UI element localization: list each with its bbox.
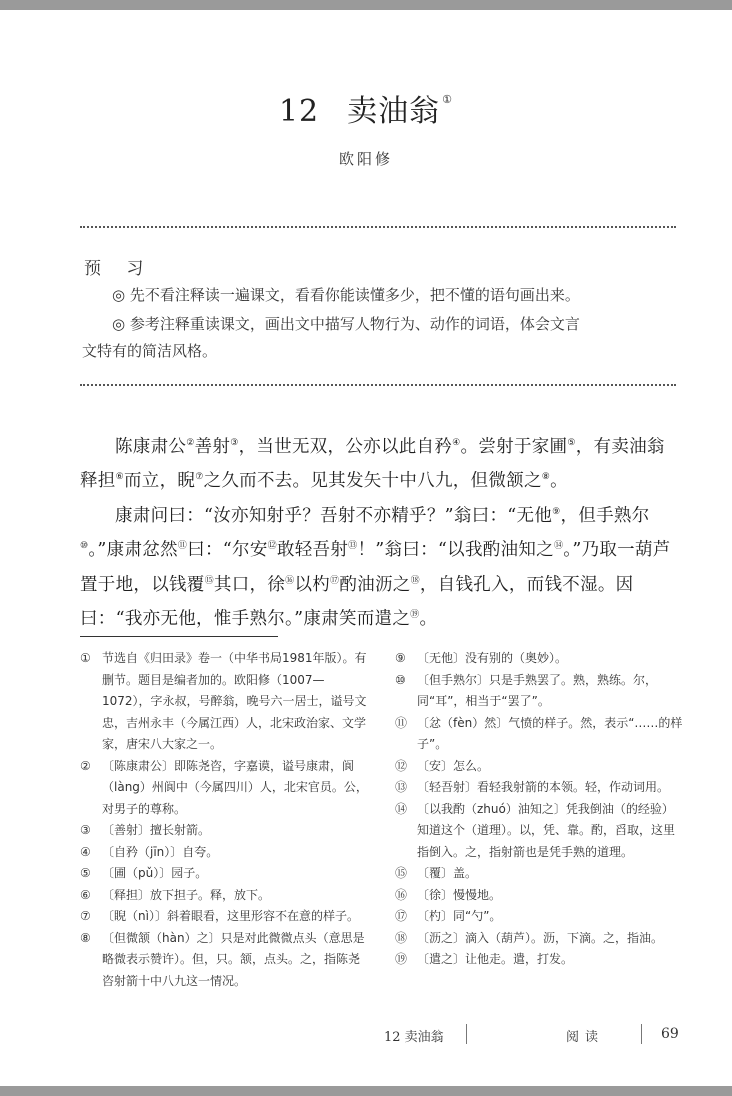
footnote xyxy=(395,906,685,928)
footnote-number: ⑬ xyxy=(395,780,408,794)
text-segment: 康肃问曰：“汝亦知射乎？吾射不亦精乎？”翁曰：“无他 xyxy=(115,505,553,526)
preview-heading: 预 习 xyxy=(84,259,154,279)
footnote-text: 〔以我酌（zhuó）油知之〕凭我倒油（的经验）知道这个（道理）。以，凭、靠。酌，舀取，这里指倒入。之，指射箭也是凭手熟的道理。 xyxy=(417,801,676,859)
footnote-number: ⑰ xyxy=(395,909,408,923)
preview-item-text: 文特有的简洁风格。 xyxy=(82,342,218,360)
footnote-text: 〔但手熟尔〕只是手熟罢了。熟，熟练。尔，同“耳”，相当于“罢了”。 xyxy=(417,672,658,708)
footnote-text: 〔圃（pǔ）〕园子。 xyxy=(102,866,208,880)
text-segment: 。 xyxy=(550,471,568,492)
text-segment: 。尝射于家圃 xyxy=(460,436,568,457)
footnote xyxy=(80,885,370,907)
footnote-text: 〔覆〕盖。 xyxy=(417,866,478,880)
footnote-number: ④ xyxy=(80,844,91,859)
footnote-text: 〔陈康肃公〕即陈尧咨，字嘉谟，谥号康肃，阆（làng）州阆中（今属四川）人，北宋官员。公，对男子的尊称。 xyxy=(102,758,368,816)
preview-item-text: ◎ 先不看注释读一遍课文，看看你能读懂多少，把不懂的语句画出来。 xyxy=(112,286,580,304)
text-segment: ，有卖油翁释担 xyxy=(80,436,665,492)
footnote xyxy=(395,756,685,778)
text-segment: 。”康肃忿然 xyxy=(88,540,178,561)
footnote-ref: ⑮ xyxy=(204,575,214,586)
footnote-ref: ⑯ xyxy=(285,575,295,586)
footnote-text: 〔遣之〕让他走。遣，打发。 xyxy=(417,952,574,966)
footnote-text: 〔释担〕放下担子。释，放下。 xyxy=(102,887,271,902)
preview-item-cont xyxy=(82,338,682,365)
footnote xyxy=(80,756,370,821)
paragraph-1 xyxy=(80,428,676,497)
footnote-number: ⑧ xyxy=(80,930,91,945)
footnotes-left xyxy=(80,648,370,992)
footnote-text: 〔沥之〕滴入（葫芦）。沥，下滴。之，指油。 xyxy=(417,930,664,945)
footer-divider xyxy=(641,1024,642,1044)
lesson-title: 卖油翁 xyxy=(347,94,441,129)
preview-item xyxy=(82,282,682,309)
text-segment: 敢轻吾射 xyxy=(276,540,349,561)
footnote-text: 〔善射〕擅长射箭。 xyxy=(102,823,211,837)
footnote-text: 〔徐〕慢慢地。 xyxy=(417,887,502,902)
footnote-text: 节选自《归田录》卷一（中华书局1981年版）。有删节。题目是编者加的。欧阳修（1007—1072），字永叔，号醉翁，晚号六一居士，谥号文忠，吉州永丰（今属江西）人，北宋政治家、文学家，唐宋八大家之一。 xyxy=(102,651,367,751)
footnote-number: ⑪ xyxy=(395,715,408,730)
footnote-number: ⑦ xyxy=(80,909,91,923)
footnote-ref: ② xyxy=(186,438,195,448)
paragraph-2 xyxy=(80,497,676,635)
footnote xyxy=(395,928,685,950)
author: 欧阳修 xyxy=(338,150,393,168)
page-title xyxy=(0,86,732,130)
preview-item-text: ◎ 参考注释重读课文，画出文中描写人物行为、动作的词语，体会文言 xyxy=(112,315,580,333)
footnote xyxy=(80,863,370,885)
top-border xyxy=(0,0,732,10)
text-segment: ，当世无双，公亦以此自矜 xyxy=(238,436,453,457)
bottom-border xyxy=(0,1086,732,1096)
footnote-text: 〔自矜（jīn）〕自夸。 xyxy=(102,844,219,859)
footnote-number: ⑱ xyxy=(395,930,408,945)
footnote xyxy=(80,928,370,993)
footnote-number: ⑤ xyxy=(80,866,91,880)
text-segment: 陈康肃公 xyxy=(115,436,187,457)
footnote xyxy=(395,648,685,670)
text-segment: 。”乃取一葫芦置于地，以钱覆 xyxy=(80,540,671,595)
text-segment: 以杓 xyxy=(294,574,331,595)
footnote-ref: ⑤ xyxy=(567,438,576,448)
footnote xyxy=(395,949,685,971)
main-text xyxy=(80,428,676,635)
footnote xyxy=(395,777,685,799)
text-segment: 善射 xyxy=(194,436,231,457)
footnote xyxy=(80,648,370,756)
preview-item xyxy=(82,311,682,338)
footnote xyxy=(80,906,370,928)
text-segment: 曰：“尔安 xyxy=(187,540,268,561)
footnote-number: ② xyxy=(80,758,91,773)
text-segment: ！”翁曰：“以我酌油知之 xyxy=(357,540,554,561)
lesson-number: 12 xyxy=(278,94,320,129)
footnote-number: ⑮ xyxy=(395,866,408,880)
text-segment: 酌油沥之 xyxy=(339,574,411,595)
footnote-number: ③ xyxy=(80,823,91,837)
text-segment: ，自钱孔入，而钱不湿。因曰：“我亦无他，惟手熟尔。”康肃笑而遣之 xyxy=(80,574,634,629)
footnote-ref: ⑭ xyxy=(553,541,564,552)
footnote-ref: ⑧ xyxy=(541,472,551,483)
footnote-text: 〔轻吾射〕看轻我射箭的本领。轻，作动词用。 xyxy=(417,780,670,794)
footnote-ref: ⑰ xyxy=(330,575,340,586)
footnote xyxy=(395,863,685,885)
footnote-number: ⑥ xyxy=(80,887,91,902)
footnote-ref: ⑩ xyxy=(80,541,89,552)
footnote-ref: ⑥ xyxy=(115,472,124,483)
text-segment: 其口，徐 xyxy=(213,574,286,595)
footnote xyxy=(395,799,685,864)
footnote-number: ⑩ xyxy=(395,672,406,687)
footnote xyxy=(80,820,370,842)
footer-lesson: 12 卖油翁 xyxy=(384,1030,444,1045)
footnote-number: ⑲ xyxy=(395,952,408,966)
footnote xyxy=(80,842,370,864)
footnote-ref: ③ xyxy=(230,438,239,448)
footnote-text: 〔安〕怎么。 xyxy=(417,758,490,773)
footnote-ref: ⑱ xyxy=(410,575,420,586)
footnote xyxy=(395,713,685,756)
footnote-ref: ⑬ xyxy=(348,541,358,552)
footer-section: 阅读 xyxy=(566,1030,605,1045)
footnote-ref: ⑨ xyxy=(552,506,561,517)
footnotes-right xyxy=(395,648,685,971)
title-footnote-mark: ① xyxy=(442,93,454,106)
footnote-text: 〔忿（fèn）然〕气愤的样子。然，表示“……的样子”。 xyxy=(417,715,683,751)
divider-top xyxy=(80,226,676,228)
footnote-ref: ⑦ xyxy=(195,472,204,483)
footnote-text: 〔睨（nì）〕斜着眼看，这里形容不在意的样子。 xyxy=(102,909,359,923)
text-segment: ，但手熟尔 xyxy=(560,505,650,526)
footnote-ref: ⑲ xyxy=(410,610,420,621)
footnote-ref: ⑫ xyxy=(267,541,277,552)
footnote-number: ⑭ xyxy=(395,801,408,816)
footnote-number: ⑫ xyxy=(395,758,408,773)
footnote-number: ⑨ xyxy=(395,651,406,665)
footnote-rule xyxy=(80,636,278,637)
footnote xyxy=(395,670,685,713)
page-number: 69 xyxy=(661,1026,679,1042)
footnote-ref: ④ xyxy=(452,438,461,448)
footnote-text: 〔杓〕同“勺”。 xyxy=(417,909,502,923)
footnote-number: ① xyxy=(80,651,91,665)
footnote-text: 〔但微颔（hàn）之〕只是对此微微点头（意思是略微表示赞许）。但，只。颔，点头。之，指陈尧咨射箭十中八九这一情况。 xyxy=(102,930,365,988)
footnote-number: ⑯ xyxy=(395,887,408,902)
divider-bottom xyxy=(80,384,676,386)
text-segment: 之久而不去。见其发矢十中八九，但微颔之 xyxy=(203,471,542,492)
text-segment: 而立，睨 xyxy=(123,471,196,492)
footnote xyxy=(395,885,685,907)
footer-divider xyxy=(466,1024,467,1044)
footnote-text: 〔无他〕没有别的（奥妙）。 xyxy=(417,651,568,665)
text-segment: 。 xyxy=(419,608,438,629)
footnote-ref: ⑪ xyxy=(177,541,188,552)
